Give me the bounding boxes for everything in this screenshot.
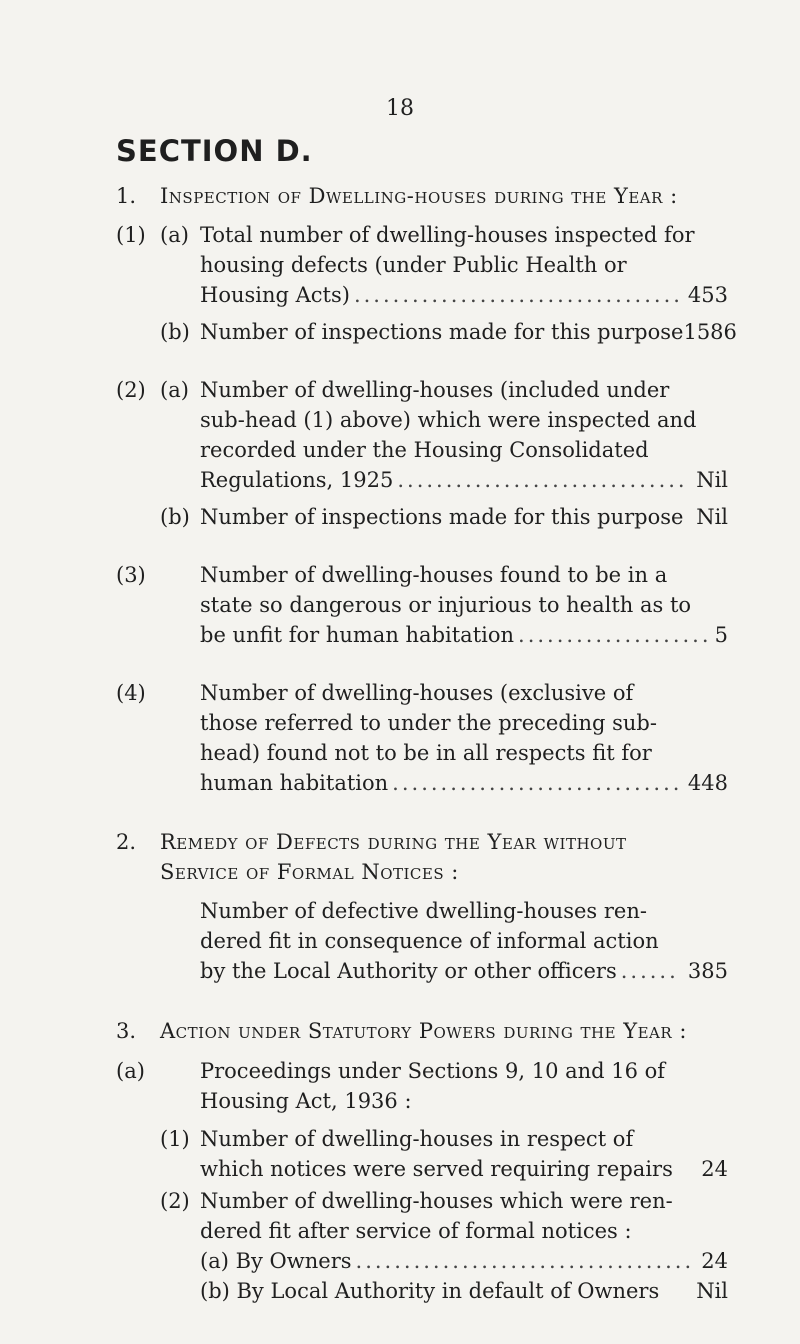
item2b-label: (b) — [160, 505, 190, 529]
page-number: 18 — [386, 96, 414, 121]
item2a-line: Number of dwelling-houses (included under — [200, 378, 670, 402]
item4-line: Number of dwelling-houses (exclusive of — [200, 681, 634, 705]
section-title: SECTION D. — [116, 134, 313, 168]
part2-line: Number of defective dwelling-houses ren- — [200, 899, 647, 923]
part2-line: dered fit in consequence of informal action — [200, 929, 659, 953]
part3-number: 3. — [116, 1019, 137, 1043]
item2a-label: (a) — [160, 378, 189, 402]
sub1-value: 24 — [701, 1157, 728, 1181]
part2-heading: Service of Formal Notices : — [160, 860, 459, 884]
item1a-line: Total number of dwelling-houses inspected for — [200, 223, 695, 247]
sub2b-value: Nil — [696, 1279, 728, 1303]
part2-last: by the Local Authority or other officers — [200, 959, 617, 983]
part3-heading: Action under Statutory Powers during the Year : — [160, 1019, 687, 1043]
item3-entry — [200, 620, 728, 650]
part1-number: 1. — [116, 184, 137, 208]
sub1-line: Number of dwelling-houses in respect of — [200, 1127, 634, 1151]
part2-number: 2. — [116, 830, 137, 854]
item2a-line: recorded under the Housing Consolidated — [200, 438, 649, 462]
sub2-line: dered fit after service of formal notices : — [200, 1219, 632, 1243]
sub2a-text: (a) By Owners — [200, 1249, 352, 1273]
item1a-last: Housing Acts) — [200, 283, 350, 307]
item2b-text: Number of inspections made for this purpose — [200, 505, 684, 529]
item1a-value: 453 — [687, 283, 728, 307]
item2b-entry — [200, 502, 728, 532]
item3-line: state so dangerous or injurious to health as to — [200, 593, 692, 617]
dot-leader — [392, 768, 680, 798]
item1b-entry — [200, 317, 737, 347]
item3-label: (3) — [116, 563, 146, 587]
sub2-label: (2) — [160, 1189, 190, 1213]
sub1-entry — [200, 1154, 728, 1184]
sub2b-text: (b) By Local Authority in default of Owners — [200, 1279, 660, 1303]
item2a-line: sub-head (1) above) which were inspected and — [200, 408, 697, 432]
dot-leader — [356, 1246, 694, 1276]
item1b-value: 1586 — [683, 320, 737, 344]
dot-leader — [621, 956, 680, 986]
item3-last: be unfit for human habitation — [200, 623, 515, 647]
part2-heading: Remedy of Defects during the Year without — [160, 830, 627, 854]
item2-label: (2) — [116, 378, 146, 402]
item1a-label: (a) — [160, 223, 189, 247]
sub1-label: (1) — [160, 1127, 190, 1151]
item4-last: human habitation — [200, 771, 389, 795]
item1-label: (1) — [116, 223, 146, 247]
item3-line: Number of dwelling-houses found to be in a — [200, 563, 668, 587]
item2a-value: Nil — [696, 468, 728, 492]
item2a-last: Regulations, 1925 — [200, 468, 394, 492]
sub2-line: Number of dwelling-houses which were ren- — [200, 1189, 673, 1213]
sub2a-value: 24 — [701, 1249, 728, 1273]
sub2b-entry — [200, 1276, 728, 1306]
item4-line: those referred to under the preceding sub- — [200, 711, 657, 735]
item4-line: head) found not to be in all respects fit for — [200, 741, 652, 765]
item1b-text: Number of inspections made for this purpose — [200, 320, 684, 344]
part1-heading: Inspection of Dwelling-houses during the Year : — [160, 184, 678, 208]
item1a-line: housing defects (under Public Health or — [200, 253, 627, 277]
item4-label: (4) — [116, 681, 146, 705]
sub2a-entry — [200, 1246, 728, 1276]
dot-leader — [354, 280, 680, 310]
item2b-value: Nil — [696, 505, 728, 529]
part3a-label: (a) — [116, 1059, 145, 1083]
dot-leader — [518, 620, 707, 650]
dot-leader — [397, 465, 688, 495]
item4-value: 448 — [687, 771, 728, 795]
part2-entry — [200, 956, 728, 986]
item1b-label: (b) — [160, 320, 190, 344]
item2a-entry — [200, 465, 728, 495]
sub1-last: which notices were served requiring repairs — [200, 1157, 673, 1181]
item1a-entry — [200, 280, 728, 310]
part3a-line: Housing Act, 1936 : — [200, 1089, 412, 1113]
part2-value: 385 — [687, 959, 728, 983]
item3-value: 5 — [714, 623, 728, 647]
part3a-line: Proceedings under Sections 9, 10 and 16 of — [200, 1059, 666, 1083]
item4-entry — [200, 768, 728, 798]
